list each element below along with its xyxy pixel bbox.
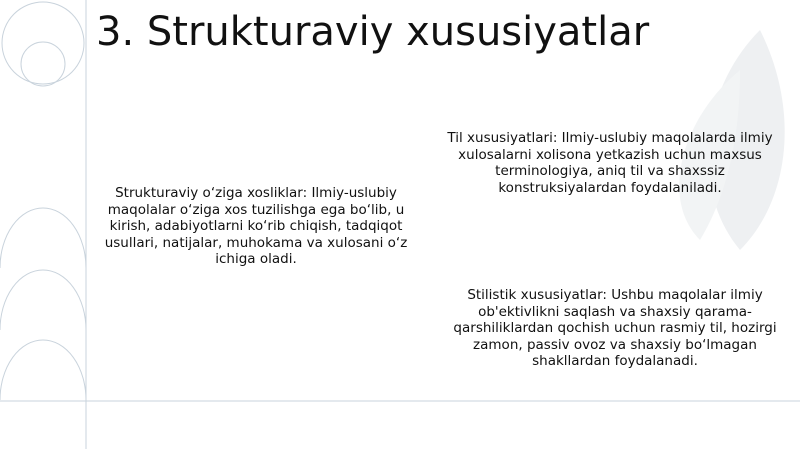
decor-circle-small	[21, 42, 65, 86]
structural-features-text: Strukturaviy o‘ziga xosliklar: Ilmiy-uslubiy maqolalar o‘ziga xos tuzilishga ega bo‘lib, u kirish, adabiyotlarni ko‘rib chiqish, tadqiqot usullari, natijalar, muhokama va xulosani o‘z ichiga oladi.	[104, 185, 408, 267]
decor-circle-large	[2, 2, 84, 84]
decor-arch-lower	[0, 340, 86, 400]
language-features-text: Til xususiyatlari: Ilmiy-uslubiy maqolalarda ilmiy xulosalarni xolisona yetkazish uchun maxsus terminologiya, aniq til va shaxssiz konstruksiyalardan foydalaniladi.	[447, 130, 773, 196]
slide-title: 3. Strukturaviy xususiyatlar	[96, 9, 650, 55]
decor-arch-middle	[0, 270, 86, 330]
stylistic-features-text: Stilistik xususiyatlar: Ushbu maqolalar ilmiy ob'ektivlikni saqlash va shaxsiy qarama-qarshiliklardan qochish uchun rasmiy til, hozirgi zamon, passiv ovoz va shaxsiy bo‘lmagan shakllardan foydalanadi.	[453, 287, 777, 369]
decor-arch-upper	[0, 208, 86, 268]
